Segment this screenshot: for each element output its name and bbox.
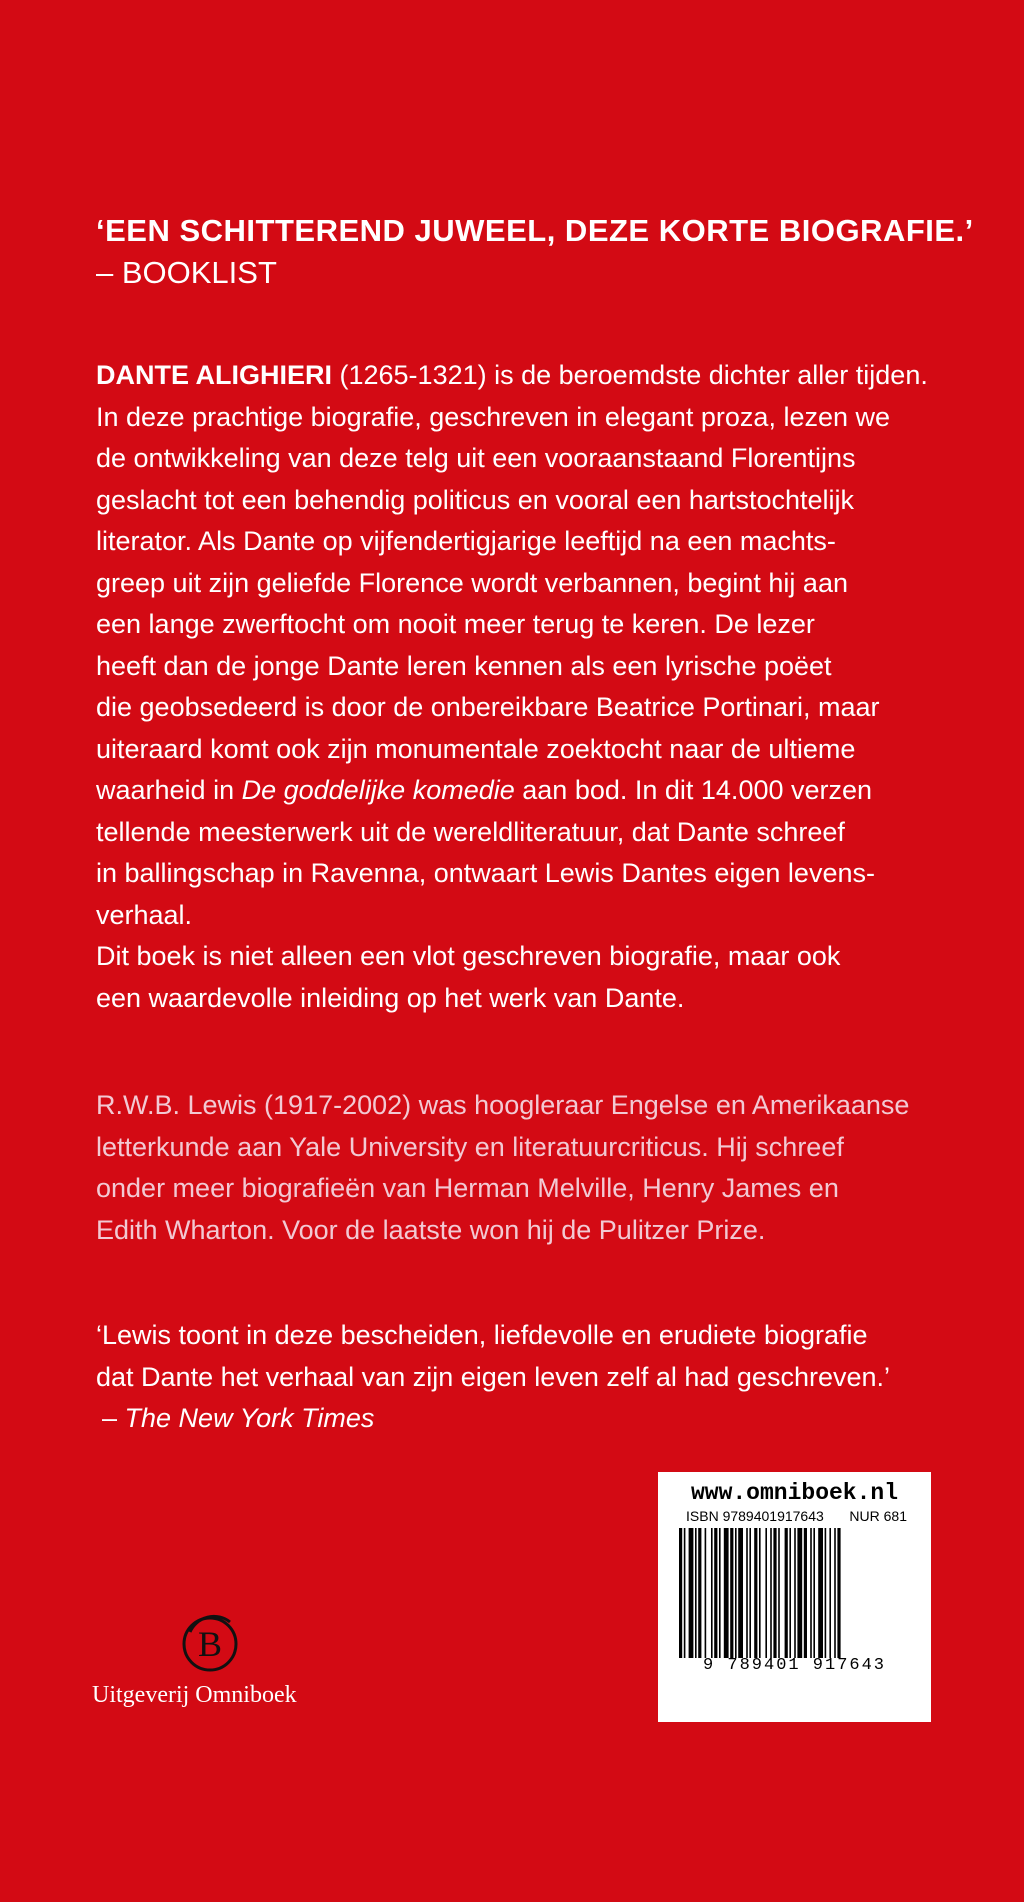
description-line: heeft dan de jonge Dante leren kennen als een lyrische poëet (96, 650, 832, 681)
bottom-quote (96, 1315, 996, 1440)
description-line: uiteraard komt ook zijn monumentale zoektocht naar de ultieme (96, 733, 856, 764)
isbn-line (658, 1506, 931, 1524)
barcode-digits: 9 789401 917643 (702, 1656, 887, 1675)
svg-text:B: B (197, 1624, 223, 1664)
top-quote-source: – BOOKLIST (96, 255, 277, 290)
publisher-name: Uitgeverij Omniboek (92, 1682, 297, 1708)
bottom-quote-line: ‘Lewis toont in deze bescheiden, liefdevolle en erudiete biografie (96, 1320, 868, 1350)
description-line: In deze prachtige biografie, geschreven in elegant proza, lezen we (96, 401, 891, 432)
description-line: waarheid in De goddelijke komedie aan bod. In dit 14.000 verzen (96, 775, 873, 805)
description-line: DANTE ALIGHIERI (1265-1321) is de beroemdste dichter aller tijden. (96, 360, 928, 390)
description-line: greep uit zijn geliefde Florence wordt verbannen, begint hij aan (96, 567, 848, 598)
nur-text: NUR 681 (849, 1508, 907, 1524)
omniboek-b-logo-icon (176, 1608, 246, 1678)
bio-line: letterkunde aan Yale University en literatuurcriticus. Hij schreef (96, 1131, 844, 1162)
description-line: een lange zwerftocht om nooit meer terug te keren. De lezer (96, 609, 815, 639)
publisher-url: www.omniboek.nl (690, 1480, 899, 1506)
description-line: de ontwikkeling van deze telg uit een vooraanstaand Florentijns (96, 443, 856, 473)
isbn-text: ISBN 9789401917643 (686, 1508, 824, 1524)
description-line: in ballingschap in Ravenna, ontwaart Lewis Dantes eigen levens- (96, 858, 875, 888)
description-line: Dit boek is niet alleen een vlot geschreven biografie, maar ook (96, 941, 841, 971)
description-lead: DANTE ALIGHIERI (96, 360, 332, 390)
bottom-quote-line: dat Dante het verhaal van zijn eigen leven zelf al had geschreven.’ (96, 1361, 891, 1392)
bottom-quote-source: – The New York Times (102, 1403, 375, 1433)
description-line: literator. Als Dante op vijfendertigjarige leeftijd na een machts- (96, 526, 836, 556)
description-line: die geobsedeerd is door de onbereikbare Beatrice Portinari, maar (96, 692, 880, 722)
description-line: een waardevolle inleiding op het werk van Dante. (96, 982, 685, 1013)
barcode-bars (679, 1528, 911, 1658)
top-quote-text: ‘EEN SCHITTEREND JUWEEL, DEZE KORTE BIOGRAFIE.’ (96, 213, 974, 248)
barcode-box (658, 1472, 931, 1722)
bio-line: Edith Wharton. Voor de laatste won hij de Pulitzer Prize. (96, 1214, 766, 1245)
description-line: geslacht tot een behendig politicus en vooral een hartstochtelijk (96, 484, 854, 515)
top-quote (96, 210, 996, 294)
publisher-logo (92, 1608, 332, 1709)
bio-line: R.W.B. Lewis (1917-2002) was hoogleraar Engelse en Amerikaanse (96, 1090, 910, 1120)
description-line: tellende meesterwerk uit de wereldliteratuur, dat Dante schreef (96, 816, 845, 847)
bio-line: onder meer biografieën van Herman Melville, Henry James en (96, 1173, 839, 1203)
book-title-italic: De goddelijke komedie (241, 775, 515, 805)
book-description (96, 355, 996, 1019)
description-line: verhaal. (96, 899, 193, 930)
author-bio (96, 1085, 996, 1251)
